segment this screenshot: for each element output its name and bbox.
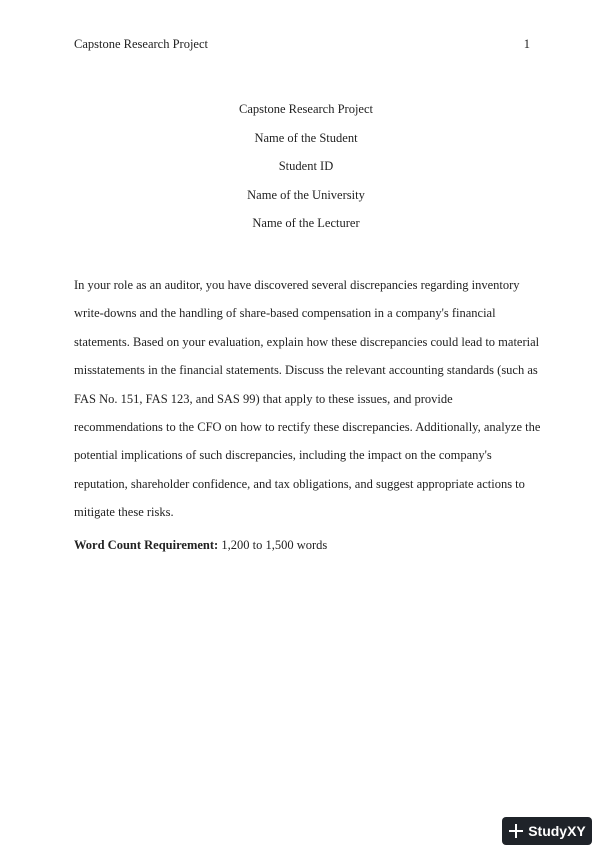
prompt-line: mitigate these risks. — [74, 505, 174, 520]
student-id: Student ID — [278, 159, 334, 173]
studyxy-watermark[interactable] — [502, 817, 592, 845]
lecturer-name: Name of the Lecturer — [252, 216, 360, 230]
prompt-line: misstatements in the financial statements. Discuss the relevant accounting standards (such as — [74, 363, 538, 378]
requirement-value: 1,200 to 1,500 words — [218, 538, 328, 552]
requirement-label: Word Count Requirement: — [74, 538, 219, 552]
student-name: Name of the Student — [254, 130, 358, 145]
prompt-line: In your role as an auditor, you have discovered several discrepancies regarding inventory — [74, 278, 520, 292]
university-name: Name of the University — [247, 187, 365, 202]
prompt-line: reputation, shareholder confidence, and tax obligations, and suggest appropriate actions to — [74, 476, 525, 491]
prompt-line: statements. Based on your evaluation, explain how these discrepancies could lead to material — [74, 334, 540, 349]
prompt-line: write-downs and the handling of share-based compensation in a company's financial — [74, 306, 496, 321]
running-head: Capstone Research Project — [74, 37, 208, 51]
watermark-label: StudyXY — [528, 823, 586, 839]
paper-title: Capstone Research Project — [239, 102, 373, 116]
prompt-line: recommendations to the CFO on how to rectify these discrepancies. Additionally, analyze the — [74, 420, 541, 435]
title-block — [0, 100, 612, 243]
page-number: 1 — [523, 37, 530, 51]
prompt-line: potential implications of such discrepancies, including the impact on the company's — [74, 448, 492, 463]
word-count-requirement — [74, 536, 327, 554]
assignment-prompt — [74, 271, 544, 527]
plus-sparkle-icon — [508, 823, 524, 839]
prompt-line: FAS No. 151, FAS 123, and SAS 99) that apply to these issues, and provide — [74, 391, 453, 406]
